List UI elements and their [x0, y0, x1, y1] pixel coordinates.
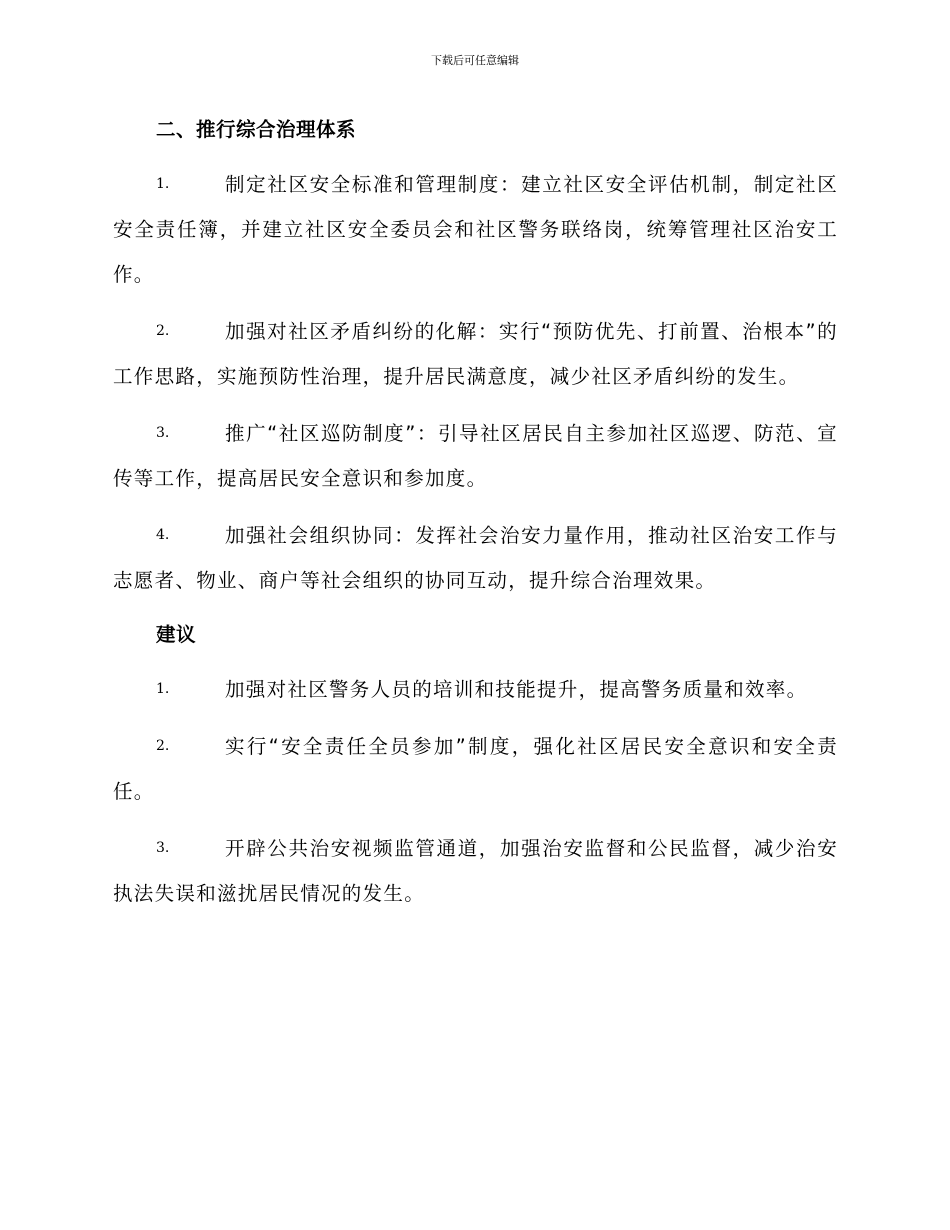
item-number: 4. — [156, 527, 170, 543]
item-number: 3. — [156, 840, 170, 856]
list-item — [113, 309, 838, 399]
item-number: 2. — [156, 738, 170, 754]
list-item — [113, 826, 838, 916]
item-text: 加强社会组织协同：发挥社会治安力量作用，推动社区治安工作与志愿者、物业、商户等社会组织的协同互动，提升综合治理效果。 — [113, 524, 838, 592]
section-heading-suggestions: 建议 — [156, 623, 197, 646]
list-item — [113, 411, 838, 501]
item-number: 2. — [156, 323, 170, 339]
section-heading-governance: 二、推行综合治理体系 — [156, 118, 357, 141]
list-item — [113, 513, 838, 603]
item-text: 实行“安全责任全员参加”制度，强化社区居民安全意识和安全责任。 — [113, 735, 838, 803]
item-number: 1. — [156, 681, 170, 697]
item-text: 开辟公共治安视频监管通道，加强治安监督和公民监督，减少治安执法失误和滋扰居民情况的发生。 — [113, 837, 838, 905]
list-item — [113, 162, 838, 297]
item-number: 1. — [156, 176, 170, 192]
governance-list — [113, 162, 838, 603]
list-item — [113, 667, 838, 712]
list-item — [113, 724, 838, 814]
item-number: 3. — [156, 425, 170, 441]
item-text: 加强对社区矛盾纠纷的化解：实行“预防优先、打前置、治根本”的工作思路，实施预防性治理，提升居民满意度，减少社区矛盾纠纷的发生。 — [113, 320, 838, 388]
document-body — [113, 110, 838, 916]
item-text: 制定社区安全标准和管理制度：建立社区安全评估机制，制定社区安全责任簿，并建立社区安全委员会和社区警务联络岗，统筹管理社区治安工作。 — [113, 173, 838, 286]
item-text: 加强对社区警务人员的培训和技能提升，提高警务质量和效率。 — [225, 678, 808, 701]
page-header: 下载后可任意编辑 — [431, 54, 519, 67]
suggestions-list — [113, 667, 838, 916]
item-text: 推广“社区巡防制度”：引导社区居民自主参加社区巡逻、防范、宣传等工作，提高居民安全意识和参加度。 — [113, 422, 838, 490]
